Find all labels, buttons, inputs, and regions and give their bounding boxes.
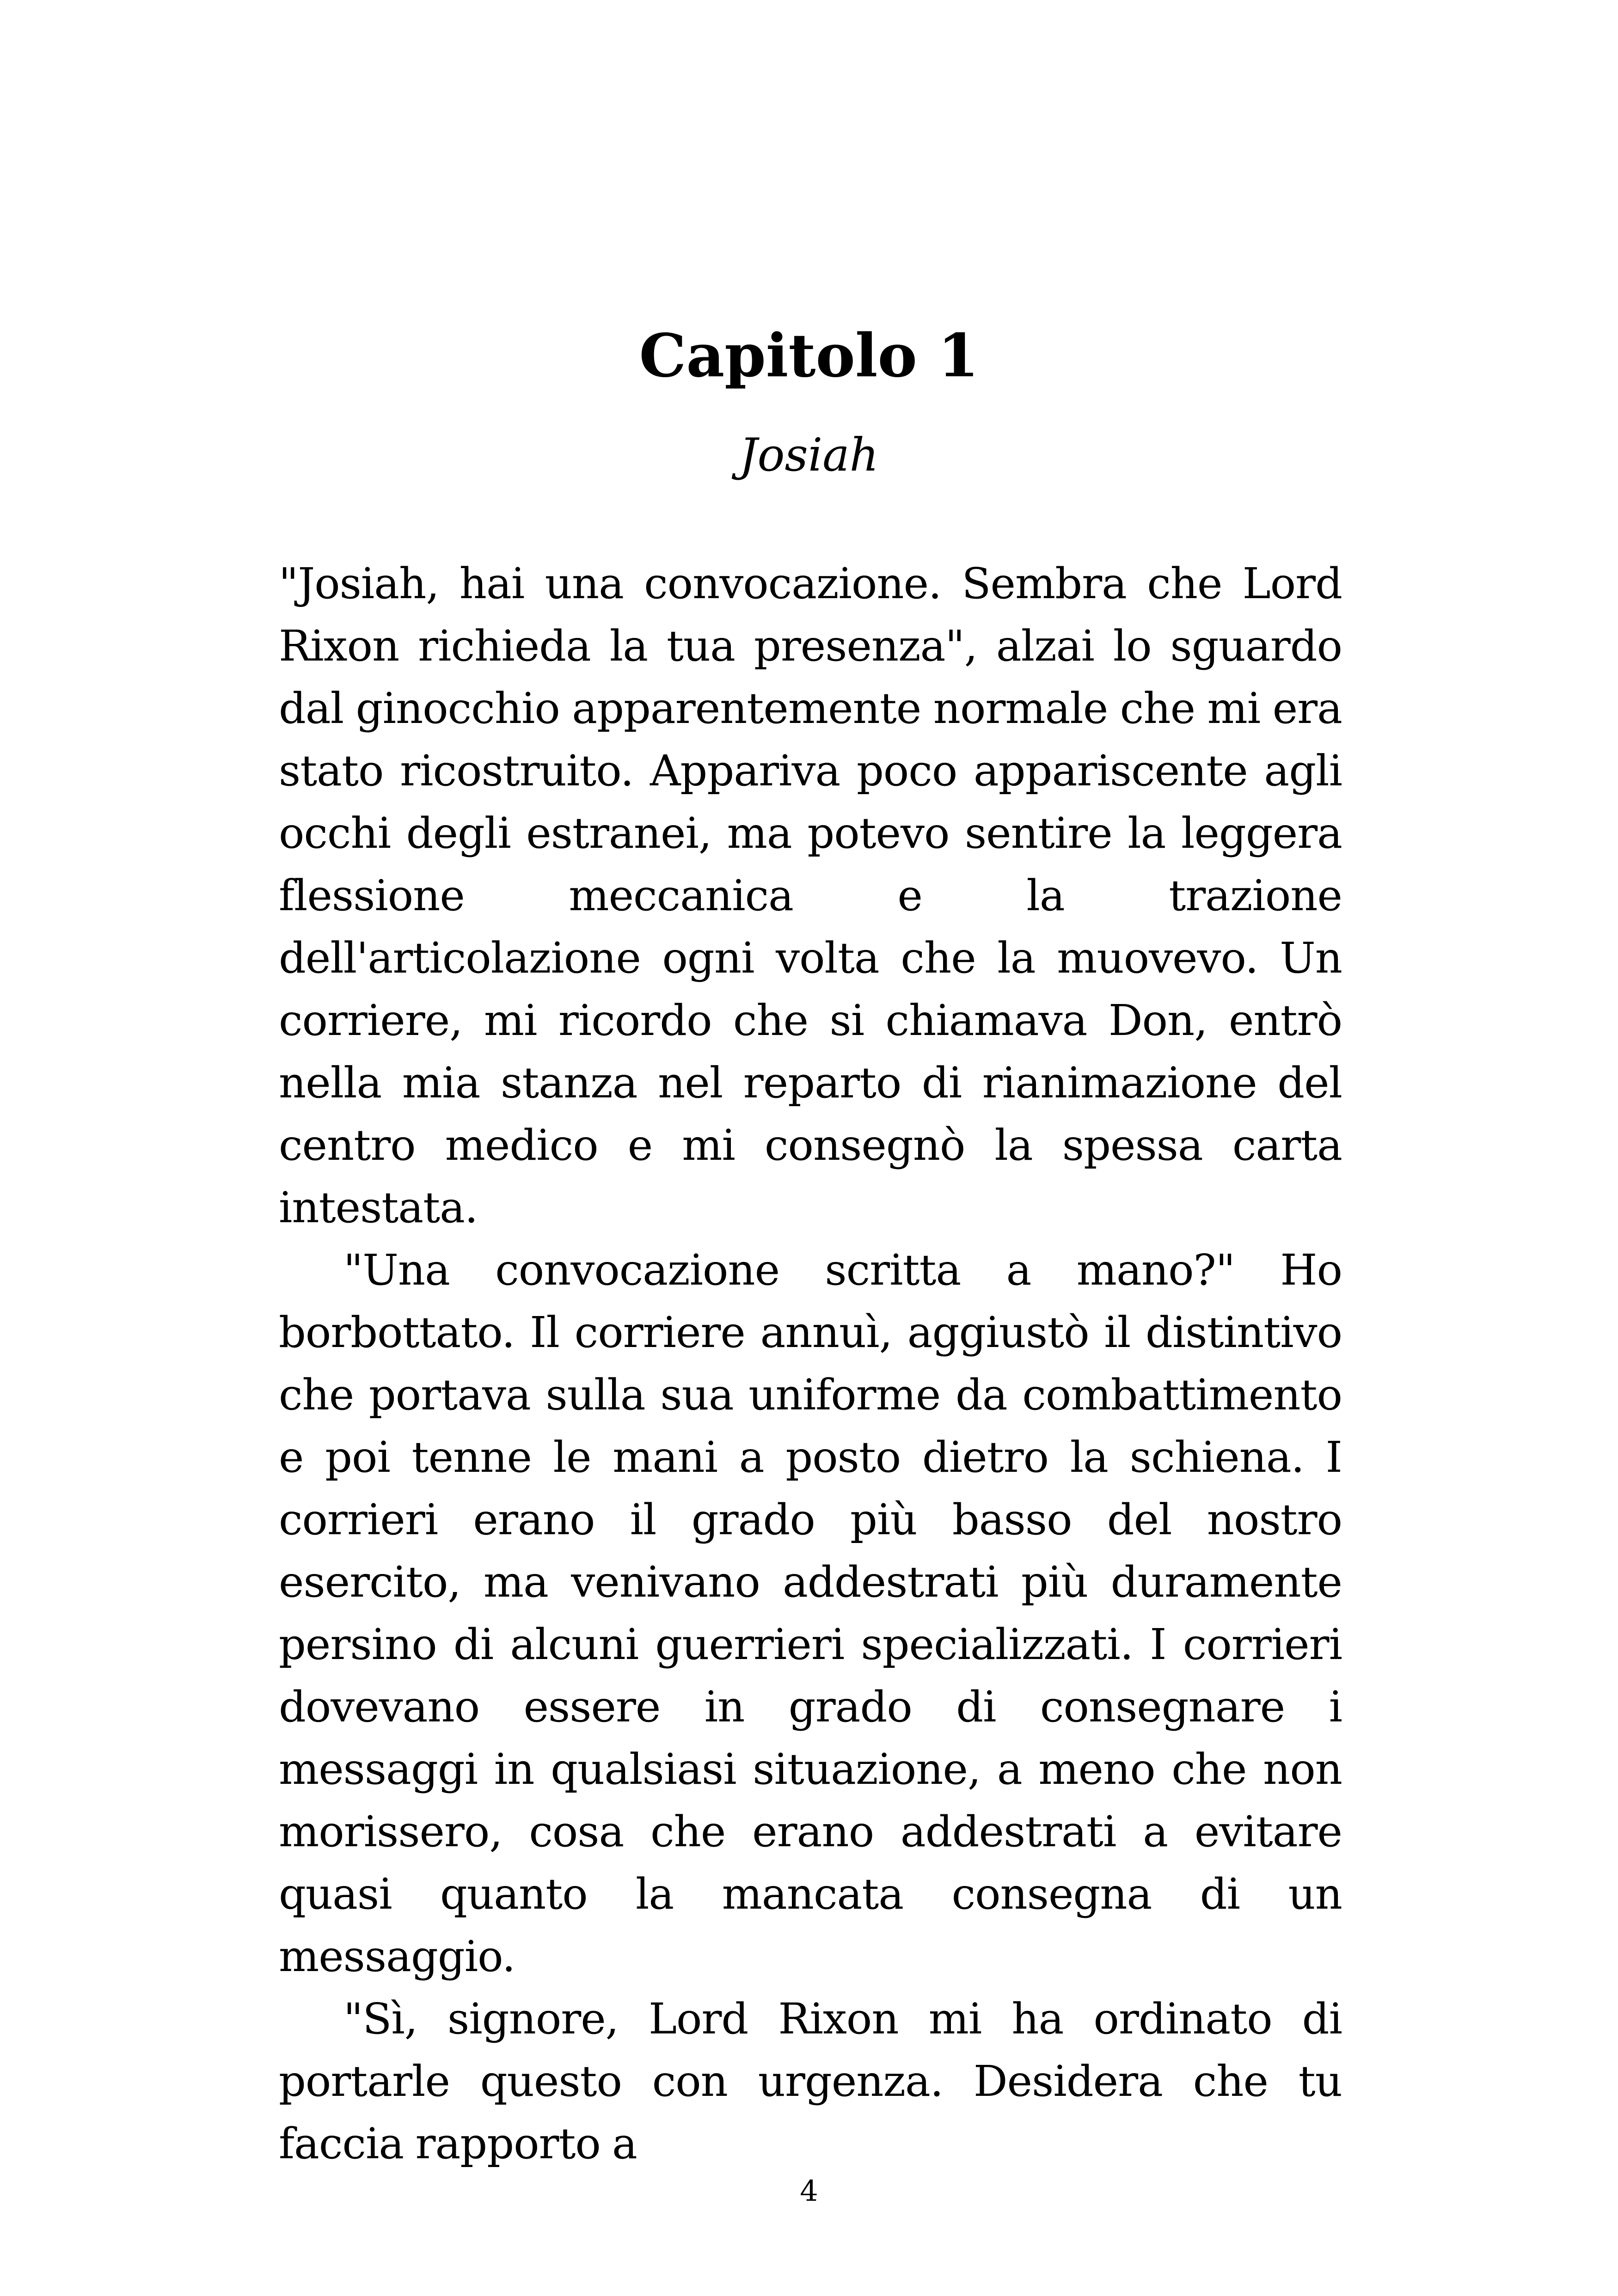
paragraph: "Una convocazione scritta a mano?" Ho borbottato. Il corriere annuì, aggiustò il distintivo che portava sulla sua uniforme da combattimento e poi tenne le mani a posto dietro la schiena. I corrieri erano il grado più basso del nostro esercito, ma venivano addestrati più duramente persino di alcuni guerrieri specializzati. I corrieri dovevano essere in grado di consegnare i messaggi in qualsiasi situazione, a meno che non morissero, cosa che erano addestrati a evitare quasi quanto la mancata consegna di un messaggio. [279, 1245, 1342, 1981]
paragraph: "Josiah, hai una convocazione. Sembra che Lord Rixon richieda la tua presenza", alzai lo sguardo dal ginocchio apparentemente normale che mi era stato ricostruito. Appariva poco appariscente agli occhi degli estranei, ma potevo sentire la leggera flessione meccanica e la trazione dell'articolazione ogni volta che la muovevo. Un corriere, mi ricordo che si chiamava Don, entrò nella mia stanza nel reparto di rianimazione del centro medico e mi consegnò la spessa carta intestata. [279, 559, 1342, 1232]
page-number: 4 [800, 2174, 818, 2208]
chapter-title: Capitolo 1 [639, 321, 979, 391]
chapter-body [279, 552, 1342, 2175]
chapter-subtitle: Josiah [739, 429, 879, 482]
paragraph: "Sì, signore, Lord Rixon mi ha ordinato di portarle questo con urgenza. Desidera che tu faccia rapporto a [279, 1994, 1342, 2168]
